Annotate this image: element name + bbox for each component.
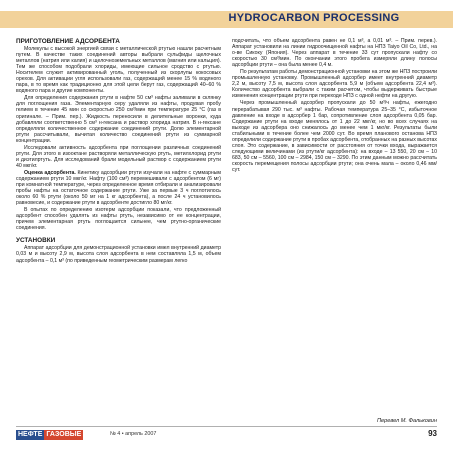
logo-part-1: НЕФТЕ xyxy=(18,430,43,438)
magazine-logo xyxy=(16,429,104,440)
paragraph-lead: Оценка адсорбента. xyxy=(24,169,76,176)
paragraph-text: Кинетику адсорбции ртути изучали на нафте с суммарным содержанием ртути 10 мкг/кг. Нафту (100 см³) перемешивали с адсорбентом (6 мг) при комнатной температуре, через определенное время отбирали и анализировали пробы нафты на остаточное содержание ртути. Уже за первые 3 ч поглотилось около 60 % ртути (около 50 мг на 1 кг адсорбента), а после 24 ч установилось равновесие, и содержание ртути в адсорбенте достигло 80 мг/кг. xyxy=(16,169,221,207)
article-column-left xyxy=(16,38,221,410)
body-paragraph: По результатам работы демонстрационной установки на этом же НПЗ построили промышленную установку. Промышленный адсорбер имеет внутренний диаметр 2,2 м, высоту 7,5 м, высота слоя адсорбента 5,9 м (объем адсорбента 22,4 м³). Количество адсорбента выбрали с таким расчетом, чтобы выдерживать быстрые изменения концентрации ртути при переходе НПЗ с одной нефти на другую. xyxy=(232,69,437,100)
section-heading: УСТАНОВКИ xyxy=(16,237,56,245)
body-paragraph: В опытах по определению изотерм адсорбции показали, что предложенный адсорбент способен удалять из нафты ртуть, независимо от ее концентрации, причем элементарная ртуть поглощается сильнее, чем ртутно-органические соединения. xyxy=(16,207,221,232)
body-paragraph xyxy=(16,170,221,206)
journal-section-title: HYDROCARBON PROCESSING xyxy=(228,12,400,24)
logo-part-2: ГАЗОВЫЕ xyxy=(46,430,82,438)
body-paragraph: Для определения содержания ртути в нафте 50 см³ нафты заливали в склянку для поглощения газа. Элементарную серу удаляли из нафты, продувая пробу гелием в течение 45 мин со скоростью 250 см³/мин при температуре 25 °С (газ в оригинале. – Прим. пер.). Жидкость переносили в делительные воронки, куда добавляли соответственно 5 см³ н-гексана и раствор хлорида натрия. В н-гексане определяли количественное содержание соединений ртути. Долю элементарной ртути рассчитывали, вычитая количество соединений ртути из суммарной концентрации. xyxy=(16,95,221,144)
body-paragraph: Молекулы с высокой энергией связи с металлической ртутью нашли расчетным путем. В качестве таких соединений авторы выбрали сульфиды щелочных металлов (натрия или калия) и щелочноземельных металлов (магния или кальция). Тем же способом подобрали хлориды, имеющие сильное сродство с ртутью. Носителем служит активированный уголь, полученный из скорлупы кокосовых орехов. Для активации угля использовали газ, содержащий менее 15 % водяного пара, в то время как традиционно для этой цели берут газ, содержащий 40–60 % водяного пара и другие компоненты. xyxy=(16,46,221,95)
footer-divider xyxy=(16,426,437,427)
page-number: 93 xyxy=(428,429,437,438)
body-paragraph: подсчитать, что объем адсорбента равен не 0,1 м³, а 0,01 м³. – Прим. перев.). Аппарат установили на линии гидроочищенной нафты на НПЗ Taiyo Oil Co, Ltd., на о-ве Сикоку (Япония). Через аппарат в течение 33 сут пропускали нафту со скоростью 30 см³/мин. По окончании этого пробега измеряли длину полосы адсорбции ртути – она была менее 0,4 м. xyxy=(232,38,437,69)
body-paragraph: Исследовали активность адсорбента при поглощении различных соединений ртути. Для этого в изооктане растворяли металлическую ртуть, метилхлорид ртути и диэтилртуть. Для исследований брали модельный раствор с содержанием ртути 40 мкг/кг. xyxy=(16,144,221,169)
body-paragraph: Аппарат адсорбции для демонстрационной установки имел внутренний диаметр 0,03 м и высоту 2,9 м, высота слоя адсорбента в нем составляла 1,5 м, объем адсорбента – 0,1 м³ (по приведенным геометрическим размерам легко xyxy=(16,245,221,264)
issue-info: № 4 • апрель 2007 xyxy=(110,431,157,437)
article-column-right xyxy=(232,38,437,410)
body-paragraph: Через промышленный адсорбер пропускали до 50 м³/ч нафты, ежегодно перерабатывая 290 тыс. м³ нафты. Рабочая температура 25–35 °С, избыточное давление на входе в адсорбер 1 бар, сопротивление слоя адсорбента 0,05 бар. Содержание ртути на входе менялось от 1 до 22 мкг/кг, но во всех случаях на выходе из адсорбера оно снижалось до менее чем 1 мкг/кг. Результаты были стабильными в течение более чем 2000 сут. Во время планового останова НПЗ определили содержание ртути в пробах адсорбента, отобранных на разных высотах слоя. Это содержание, в зависимости от расстояния от точки входа, выражается следующими величинами (из ртути/кг адсорбента): на входе – 13 550, 20 см – 10 683, 50 см – 5560, 100 см – 2984, 150 см – 3290. По этим данным можно рассчитать скорость перемещения полосы адсорбции ртути; она очень мала – около 0,46 мм/сут. xyxy=(232,100,437,173)
translator-credit: Перевел М. Фальковин xyxy=(376,418,437,424)
section-heading: ПРИГОТОВЛЕНИЕ АДСОРБЕНТА xyxy=(16,38,120,45)
